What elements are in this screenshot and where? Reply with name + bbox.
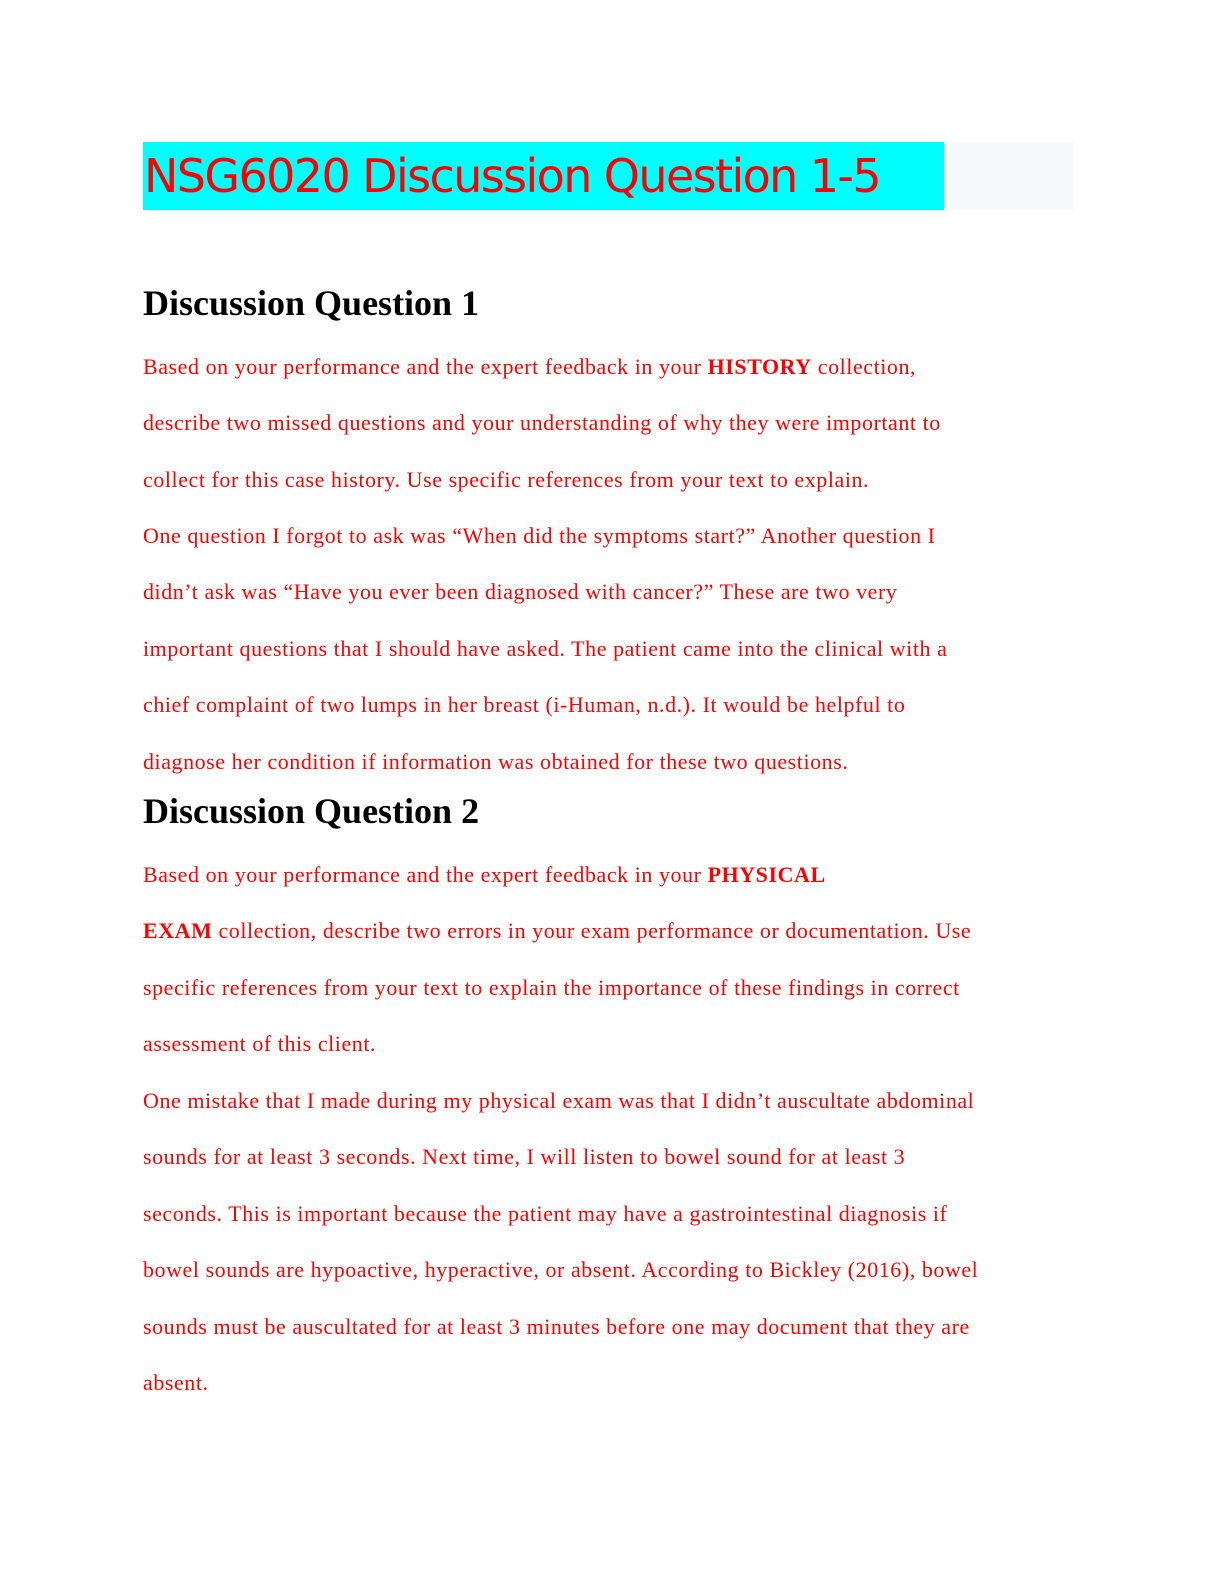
section-1-answer-line: chief complaint of two lumps in her breast (i-Human, n.d.). It would be helpful to <box>143 692 906 718</box>
section-2-answer-line: sounds for at least 3 seconds. Next time, I will listen to bowel sound for at least 3 <box>143 1144 906 1170</box>
section-2-prompt-line-2 <box>143 903 1083 959</box>
section-1-prompt <box>143 339 1083 508</box>
section-1-prompt-line-3: collect for this case history. Use specific references from your text to explain. <box>143 466 870 492</box>
section-1-answer-line: didn’t ask was “Have you ever been diagnosed with cancer?” These are two very <box>143 579 898 605</box>
section-2-prompt-line-3: specific references from your text to explain the importance of these findings in correct <box>143 974 960 1000</box>
section-2-prompt-line-4: assessment of this client. <box>143 1031 377 1057</box>
section-2-answer-line: absent. <box>143 1370 209 1396</box>
prompt-text: collection, describe two errors in your exam performance or documentation. Use <box>212 918 972 944</box>
prompt-emphasis-physical: PHYSICAL <box>707 862 826 887</box>
title-band <box>143 142 1073 210</box>
prompt-text: collection, <box>811 354 917 379</box>
section-2-prompt <box>143 847 1083 1073</box>
document-title: NSG6020 Discussion Question 1-5 <box>143 142 944 210</box>
prompt-emphasis-exam: EXAM <box>143 918 213 944</box>
section-1-answer-line: diagnose her condition if information was obtained for these two questions. <box>143 748 849 774</box>
prompt-text: Based on your performance and the expert feedback in your <box>143 354 708 379</box>
section-1-answer-line: One question I forgot to ask was “When did the symptoms start?” Another question I <box>143 523 936 548</box>
prompt-text: Based on your performance and the expert feedback in your <box>143 862 708 887</box>
section-2-answer-line: sounds must be auscultated for at least 3 minutes before one may document that they are <box>143 1313 970 1339</box>
section-2-answer-line: seconds. This is important because the patient may have a gastrointestinal diagnosis if <box>143 1200 948 1226</box>
section-1-answer <box>143 508 1083 790</box>
section-1-prompt-line-2: describe two missed questions and your understanding of why they were important to <box>143 410 941 436</box>
section-2-answer-line: bowel sounds are hypoactive, hyperactive, or absent. According to Bickley (2016), bowel <box>143 1257 979 1283</box>
section-2-prompt-line-1 <box>143 847 1083 903</box>
section-1-heading: Discussion Question 1 <box>143 283 480 323</box>
section-2-answer-line: One mistake that I made during my physical exam was that I didn’t auscultate abdominal <box>143 1088 975 1113</box>
section-1-prompt-line-1 <box>143 339 1083 395</box>
section-2-heading: Discussion Question 2 <box>143 791 480 831</box>
section-2-answer <box>143 1073 1083 1411</box>
section-1-answer-line: important questions that I should have asked. The patient came into the clinical with a <box>143 635 948 661</box>
prompt-emphasis-history: HISTORY <box>707 354 812 379</box>
